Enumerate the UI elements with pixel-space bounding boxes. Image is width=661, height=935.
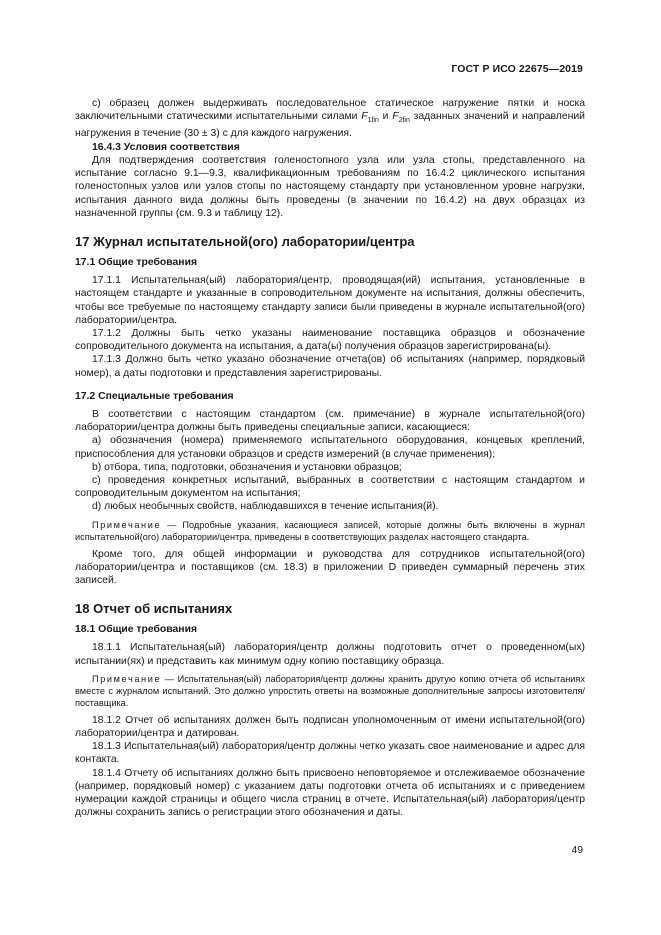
section-heading-18: 18 Отчет об испытаниях — [75, 601, 233, 617]
note-18-1 — [75, 673, 585, 709]
page-number: 49 — [571, 845, 583, 856]
paragraph-18-1-4: 18.1.4 Отчету об испытаниях должно быть присвоено неповторяемое и отслеживаемое обозначение (например, порядковый номер) с указанием даты подготовки отчета об испытаниях и с приведением нумерации каждой страницы и общего числа страниц в отчете. Испытательная(ый) лаборатория/центр должны сохранить запись о регистрации этого обозначения и даты. — [75, 767, 585, 819]
note-label: Примечание — [92, 673, 162, 684]
item-c-paragraph — [75, 97, 585, 141]
heading-16-4-3: 16.4.3 Условия соответствия — [92, 141, 240, 153]
paragraph-17-1-3: 17.1.3 Должно быть четко указано обозначение отчета(ов) об испытаниях (например, порядковый номер), а даты подготовки и представления зарегистрированы. — [75, 354, 585, 379]
list-item-c: с) проведения конкретных испытаний, выбранных в соответствии с настоящим стандартом и сопроводительным документом на испытания; — [75, 474, 585, 500]
heading-17-2: 17.2 Специальные требования — [75, 390, 234, 402]
page-content — [75, 97, 585, 819]
paragraph-18-1-1: 18.1.1 Испытательная(ый) лаборатория/центр должны подготовить отчет о проведенном(ых) испытании(ях) и представить как минимум одну копию поставщику образца. — [75, 642, 585, 667]
paragraph-16-4-3: Для подтверждения соответствия голеностопного узла или узла стопы, представленного на испытание согласно 9.1—9.3, квалификационным требованиям по 16.4.2 циклического испытания голеностопных узлов или узлов стопы по настоящему стандарту при установленном уровне нагрузки, испытания данного вида должны быть проведены (в значении по 16.4.2) на двух образцах из назначенной группы (см. 9.3 и таблицу 12). — [75, 154, 585, 219]
heading-17-1: 17.1 Общие требования — [75, 256, 198, 268]
paragraph-18-1-3: 18.1.3 Испытательная(ый) лаборатория/центр должны четко указать свое наименование и адрес для контакта. — [75, 741, 585, 766]
paragraph-17-1-1: 17.1.1 Испытательная(ый) лаборатория/центр, проводящая(ий) испытания, установленные в настоящем стандарте и указанные в сопроводительном документе на испытания, должны обеспечить, чтобы все требуемые по настоящему стандарту записи были приведены в журнале испытательной(ого) лаборатории/центра. — [75, 275, 585, 326]
text-run: с) образец должен выдерживать последовательное статическое нагружение пятки и носка заключительными статическими испытательными силами — [75, 98, 585, 123]
note-label: Примечание — [92, 519, 162, 530]
paragraph-17-2-intro: В соответствии с настоящим стандартом (см. примечание) в журнале испытательной(ого) лаборатории/центра должны быть приведены специальные записи, касающиеся: — [75, 408, 585, 434]
section-heading-17: 17 Журнал испытательной(ого) лаборатории/центра — [75, 233, 415, 249]
list-item-d: d) любых необычных свойств, наблюдавшихся в течение испытания(й). — [92, 501, 439, 513]
subscript: 1fin — [367, 117, 379, 125]
heading-18-1: 18.1 Общие требования — [75, 624, 198, 636]
note-17-2 — [75, 519, 585, 543]
symbol: F — [392, 111, 399, 123]
document-id: ГОСТ Р ИСО 22675—2019 — [451, 63, 583, 75]
symbol: F — [361, 111, 368, 123]
text-run: заданных значений и направлений нагружения в течение (30 ± 3) с для каждого нагружения. — [75, 111, 585, 140]
paragraph-17-2-extra: Кроме того, для общей информации и руководства для сотрудников испытательной(ого) лаборатории/центра и поставщиков (см. 18.3) в приложении D приведен суммарный перечень этих записей. — [75, 548, 585, 586]
note-text: — Подробные указания, касающиеся записей, которые должны быть включены в журнал испытательной(ого) лаборатории/центра, приведены в соответствующих разделах настоящего стандарта. — [75, 519, 585, 542]
paragraph-17-1-2: 17.1.2 Должны быть четко указаны наименование поставщика образцов и обозначение сопроводительного документа на испытания, а дата(ы) получения образцов зарегистрирована(ы). — [75, 327, 585, 353]
formula-f2fin — [392, 111, 410, 125]
subscript: 2fin — [398, 117, 410, 125]
formula-f1fin — [361, 111, 379, 125]
note-text: — Испытательная(ый) лаборатория/центр должны хранить другую копию отчета об испытаниях вместе с журналом испытаний. Это должно упростить ответы на возможные дополнительные запросы изготовителя/поставщика. — [75, 673, 585, 708]
text-run: и — [378, 111, 393, 123]
list-item-b: b) отбора, типа, подготовки, обозначения и установки образцов; — [92, 461, 402, 473]
list-item-a: а) обозначения (номера) применяемого испытательного оборудования, концевых креплений, приспособления для установки образцов и средств измерений (в случае применения); — [75, 435, 585, 460]
paragraph-18-1-2: 18.1.2 Отчет об испытаниях должен быть подписан уполномоченным от имени испытательной(ого) лаборатории/центра и датирован. — [75, 714, 585, 739]
